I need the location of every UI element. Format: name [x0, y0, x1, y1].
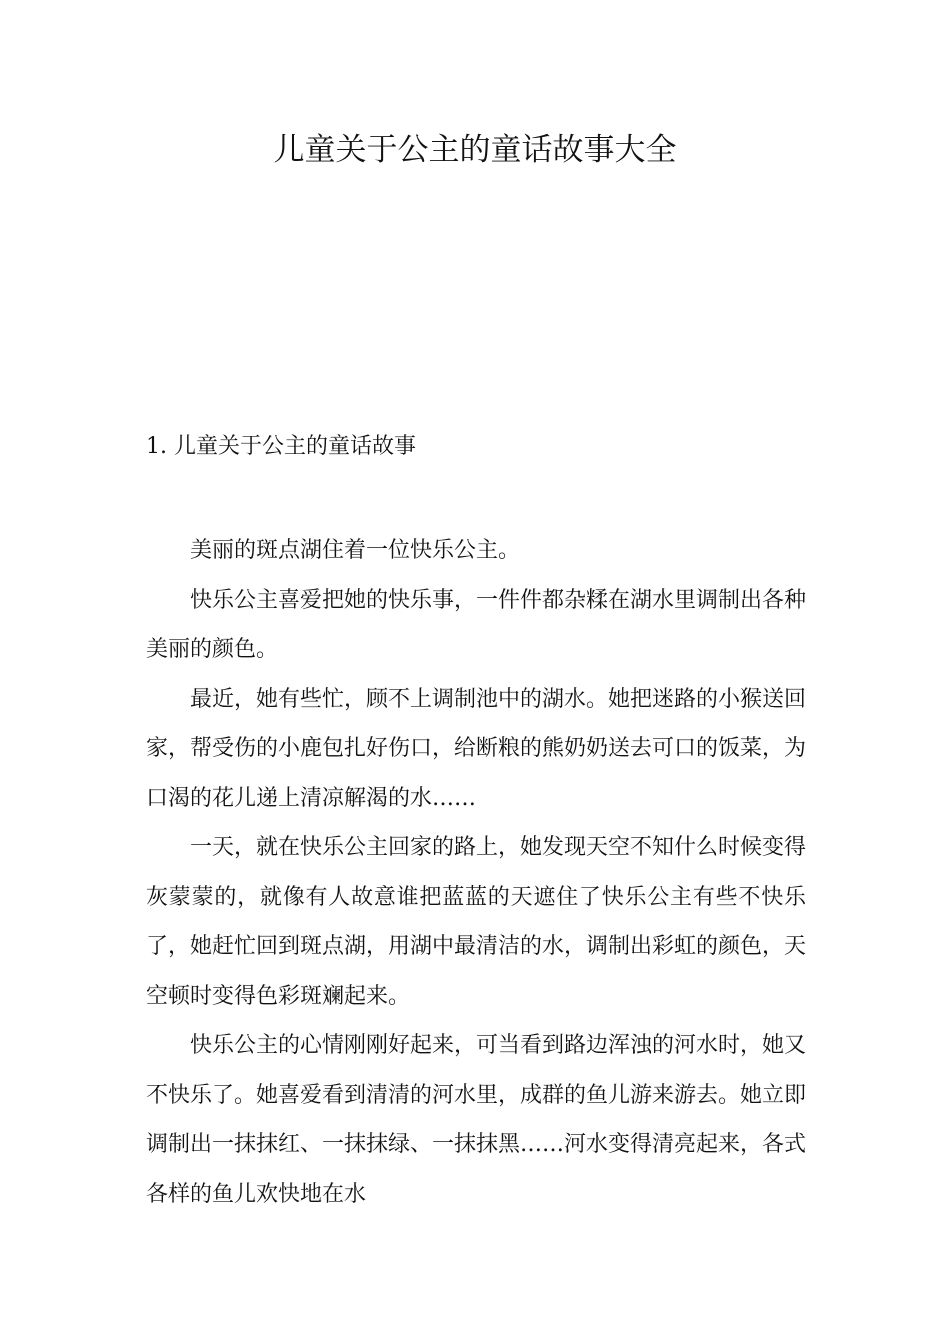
paragraph: 快乐公主的心情刚刚好起来，可当看到路边浑浊的河水时，她又不快乐了。她喜爱看到清清的河水里，成群的鱼儿游来游去。她立即调制出一抹抹红、一抹抹绿、一抹抹黑……河水变得清亮起来，各式各样的鱼儿欢快地在水	[146, 1033, 807, 1207]
document-title: 儿童关于公主的童话故事大全	[273, 132, 677, 168]
story-body	[146, 526, 806, 1219]
section-heading: 1. 儿童关于公主的童话故事	[146, 434, 416, 459]
paragraph: 快乐公主喜爱把她的快乐事，一件件都杂糅在湖水里调制出各种美丽的颜色。	[146, 587, 807, 662]
paragraph: 美丽的斑点湖住着一位快乐公主。	[190, 538, 521, 563]
paragraph: 一天，就在快乐公主回家的路上，她发现天空不知什么时候变得灰蒙蒙的，就像有人故意谁把蓝蓝的天遮住了快乐公主有些不快乐了，她赶忙回到斑点湖，用湖中最清洁的水，调制出彩虹的颜色，天空顿时变得色彩斑斓起来。	[146, 835, 807, 1009]
paragraph: 最近，她有些忙，顾不上调制池中的湖水。她把迷路的小猴送回家，帮受伤的小鹿包扎好伤口，给断粮的熊奶奶送去可口的饭菜，为口渴的花儿递上清凉解渴的水……	[146, 686, 807, 811]
